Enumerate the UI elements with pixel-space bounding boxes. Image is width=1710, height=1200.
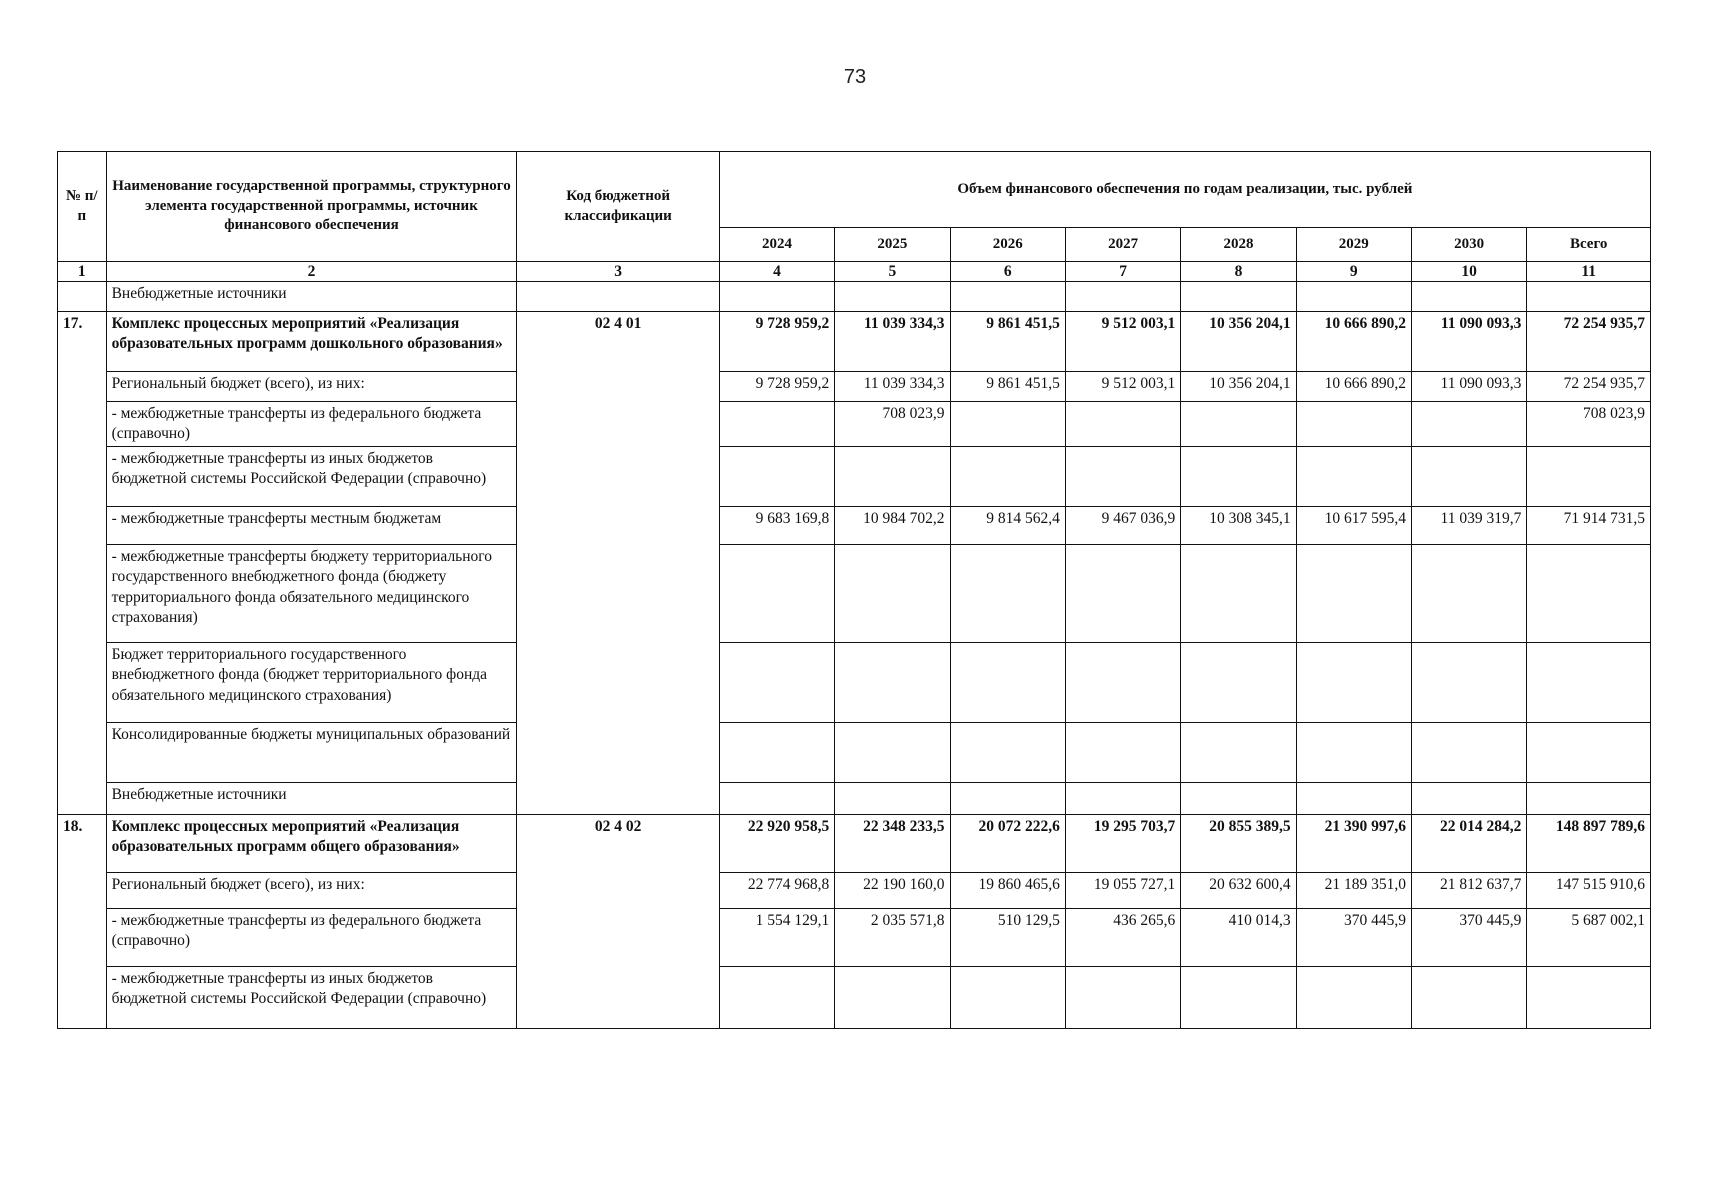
value-cell: 10 984 702,2 xyxy=(835,507,950,545)
value-cell: 5 687 002,1 xyxy=(1527,909,1651,967)
section-title: Комплекс процессных мероприятий «Реализация образовательных программ общего образования» xyxy=(106,815,517,873)
value-cell: 9 728 959,2 xyxy=(719,312,834,372)
value-cell: 21 390 997,6 xyxy=(1296,815,1411,873)
value-cell: 20 855 389,5 xyxy=(1181,815,1296,873)
row-name: Бюджет территориального государственного внебюджетного фонда (бюджет территориального фонда обязательного медицинского страхования) xyxy=(106,643,517,723)
value-cell: 21 812 637,7 xyxy=(1411,873,1526,909)
table-row xyxy=(58,723,1651,783)
value-cell: 10 666 890,2 xyxy=(1296,312,1411,372)
value-cell: 436 265,6 xyxy=(1065,909,1180,967)
value-cell xyxy=(1181,402,1296,447)
value-cell xyxy=(1527,783,1651,815)
column-number: 2 xyxy=(106,262,517,282)
section-code: 02 4 01 xyxy=(517,312,719,815)
header-name: Наименование государственной программы, структурного элемента государственной программы, источник финансового обеспечения xyxy=(106,152,517,262)
value-cell: 11 039 319,7 xyxy=(1411,507,1526,545)
value-cell xyxy=(1181,545,1296,643)
column-number-row xyxy=(58,262,1651,282)
value-cell xyxy=(835,545,950,643)
value-cell xyxy=(950,402,1065,447)
value-cell xyxy=(1411,402,1526,447)
value-cell: 11 090 093,3 xyxy=(1411,372,1526,402)
value-cell: 9 512 003,1 xyxy=(1065,312,1180,372)
value-cell: 11 039 334,3 xyxy=(835,312,950,372)
value-cell xyxy=(719,723,834,783)
value-cell xyxy=(1411,967,1526,1029)
value-cell: 9 861 451,5 xyxy=(950,372,1065,402)
row-name: - межбюджетные трансферты из федерального бюджета (справочно) xyxy=(106,909,517,967)
value-cell xyxy=(835,967,950,1029)
value-cell: 9 683 169,8 xyxy=(719,507,834,545)
page-number: 73 xyxy=(843,66,867,88)
table-row xyxy=(58,967,1651,1029)
table-row xyxy=(58,545,1651,643)
value-cell xyxy=(1527,643,1651,723)
value-cell xyxy=(1296,967,1411,1029)
table-row xyxy=(58,873,1651,909)
row-name: Внебюджетные источники xyxy=(106,282,517,312)
value-cell xyxy=(1527,447,1651,507)
table-row xyxy=(58,282,1651,312)
value-cell xyxy=(719,783,834,815)
value-cell: 22 774 968,8 xyxy=(719,873,834,909)
header-year: 2027 xyxy=(1065,228,1180,262)
value-cell xyxy=(1065,447,1180,507)
value-cell: 22 190 160,0 xyxy=(835,873,950,909)
value-cell xyxy=(1527,723,1651,783)
value-cell xyxy=(719,967,834,1029)
value-cell: 2 035 571,8 xyxy=(835,909,950,967)
value-cell xyxy=(719,402,834,447)
row-name: - межбюджетные трансферты из иных бюджетов бюджетной системы Российской Федерации (справочно) xyxy=(106,447,517,507)
budget-table xyxy=(57,151,1651,1029)
value-cell xyxy=(1411,447,1526,507)
value-cell xyxy=(719,643,834,723)
value-cell xyxy=(1065,723,1180,783)
row-name: Консолидированные бюджеты муниципальных образований xyxy=(106,723,517,783)
value-cell: 708 023,9 xyxy=(1527,402,1651,447)
header-code: Код бюджетной классификации xyxy=(517,152,719,262)
value-cell xyxy=(950,967,1065,1029)
value-cell xyxy=(1065,643,1180,723)
value-cell: 10 356 204,1 xyxy=(1181,372,1296,402)
value-cell xyxy=(1296,402,1411,447)
value-cell xyxy=(1181,783,1296,815)
value-cell xyxy=(1181,967,1296,1029)
header-total: Всего xyxy=(1527,228,1651,262)
value-cell: 9 728 959,2 xyxy=(719,372,834,402)
value-cell xyxy=(835,723,950,783)
column-number: 5 xyxy=(835,262,950,282)
value-cell: 20 072 222,6 xyxy=(950,815,1065,873)
header-number: № п/п xyxy=(58,152,107,262)
value-cell: 19 055 727,1 xyxy=(1065,873,1180,909)
row-name: - межбюджетные трансферты из федерального бюджета (справочно) xyxy=(106,402,517,447)
column-number: 9 xyxy=(1296,262,1411,282)
column-number: 1 xyxy=(58,262,107,282)
value-cell: 10 356 204,1 xyxy=(1181,312,1296,372)
value-cell: 410 014,3 xyxy=(1181,909,1296,967)
value-cell xyxy=(1181,643,1296,723)
value-cell: 148 897 789,6 xyxy=(1527,815,1651,873)
value-cell: 510 129,5 xyxy=(950,909,1065,967)
header-year: 2029 xyxy=(1296,228,1411,262)
header-year: 2030 xyxy=(1411,228,1526,262)
value-cell: 22 920 958,5 xyxy=(719,815,834,873)
value-cell xyxy=(1065,402,1180,447)
value-cell xyxy=(1181,447,1296,507)
value-cell: 1 554 129,1 xyxy=(719,909,834,967)
value-cell xyxy=(1181,723,1296,783)
section-number: 17. xyxy=(58,312,107,815)
value-cell: 11 039 334,3 xyxy=(835,372,950,402)
row-name: Региональный бюджет (всего), из них: xyxy=(106,873,517,909)
value-cell xyxy=(1411,783,1526,815)
value-cell xyxy=(835,783,950,815)
section-row xyxy=(58,815,1651,873)
header-year: 2025 xyxy=(835,228,950,262)
table-row xyxy=(58,909,1651,967)
value-cell: 20 632 600,4 xyxy=(1181,873,1296,909)
value-cell: 21 189 351,0 xyxy=(1296,873,1411,909)
value-cell: 19 860 465,6 xyxy=(950,873,1065,909)
value-cell: 9 467 036,9 xyxy=(1065,507,1180,545)
value-cell: 10 666 890,2 xyxy=(1296,372,1411,402)
value-cell: 72 254 935,7 xyxy=(1527,312,1651,372)
column-number: 10 xyxy=(1411,262,1526,282)
table-row xyxy=(58,507,1651,545)
column-number: 4 xyxy=(719,262,834,282)
value-cell: 9 814 562,4 xyxy=(950,507,1065,545)
value-cell xyxy=(950,447,1065,507)
table-row xyxy=(58,372,1651,402)
value-cell xyxy=(719,545,834,643)
section-title: Комплекс процессных мероприятий «Реализация образовательных программ дошкольного образования» xyxy=(106,312,517,372)
value-cell: 19 295 703,7 xyxy=(1065,815,1180,873)
value-cell: 9 512 003,1 xyxy=(1065,372,1180,402)
value-cell: 147 515 910,6 xyxy=(1527,873,1651,909)
value-cell xyxy=(1065,967,1180,1029)
value-cell: 708 023,9 xyxy=(835,402,950,447)
value-cell xyxy=(835,447,950,507)
value-cell xyxy=(1296,723,1411,783)
value-cell xyxy=(1296,783,1411,815)
value-cell: 370 445,9 xyxy=(1411,909,1526,967)
value-cell xyxy=(950,723,1065,783)
cell-code xyxy=(517,282,719,312)
section-row xyxy=(58,312,1651,372)
table-row xyxy=(58,402,1651,447)
row-name: - межбюджетные трансферты из иных бюджетов бюджетной системы Российской Федерации (справочно) xyxy=(106,967,517,1029)
value-cell xyxy=(1065,545,1180,643)
value-cell: 72 254 935,7 xyxy=(1527,372,1651,402)
value-cell xyxy=(1411,545,1526,643)
value-cell xyxy=(1411,723,1526,783)
value-cell xyxy=(1527,967,1651,1029)
row-name: Внебюджетные источники xyxy=(106,783,517,815)
value-cell xyxy=(719,447,834,507)
value-cell xyxy=(950,643,1065,723)
value-cell xyxy=(950,783,1065,815)
value-cell xyxy=(1296,643,1411,723)
value-cell: 22 014 284,2 xyxy=(1411,815,1526,873)
column-number: 8 xyxy=(1181,262,1296,282)
section-code: 02 4 02 xyxy=(517,815,719,1029)
value-cell: 10 617 595,4 xyxy=(1296,507,1411,545)
section-number: 18. xyxy=(58,815,107,1029)
value-cell xyxy=(1296,447,1411,507)
column-number: 7 xyxy=(1065,262,1180,282)
header-year: 2026 xyxy=(950,228,1065,262)
value-cell xyxy=(1065,783,1180,815)
row-name: - межбюджетные трансферты бюджету территориального государственного внебюджетного фонда (бюджету территориального фонда обязательного медицинского страхования) xyxy=(106,545,517,643)
value-cell: 10 308 345,1 xyxy=(1181,507,1296,545)
value-cell: 71 914 731,5 xyxy=(1527,507,1651,545)
header-volume: Объем финансового обеспечения по годам реализации, тыс. рублей xyxy=(719,152,1650,228)
row-name: - межбюджетные трансферты местным бюджетам xyxy=(106,507,517,545)
value-cell xyxy=(1411,643,1526,723)
value-cell: 9 861 451,5 xyxy=(950,312,1065,372)
value-cell xyxy=(1296,545,1411,643)
column-number: 6 xyxy=(950,262,1065,282)
value-cell xyxy=(950,545,1065,643)
value-cell xyxy=(1527,545,1651,643)
table-row xyxy=(58,783,1651,815)
column-number: 11 xyxy=(1527,262,1651,282)
value-cell: 370 445,9 xyxy=(1296,909,1411,967)
header-year: 2024 xyxy=(719,228,834,262)
row-name: Региональный бюджет (всего), из них: xyxy=(106,372,517,402)
value-cell: 11 090 093,3 xyxy=(1411,312,1526,372)
table-row xyxy=(58,447,1651,507)
table-row xyxy=(58,643,1651,723)
value-cell: 22 348 233,5 xyxy=(835,815,950,873)
cell-number xyxy=(58,282,107,312)
value-cell xyxy=(835,643,950,723)
column-number: 3 xyxy=(517,262,719,282)
header-year: 2028 xyxy=(1181,228,1296,262)
